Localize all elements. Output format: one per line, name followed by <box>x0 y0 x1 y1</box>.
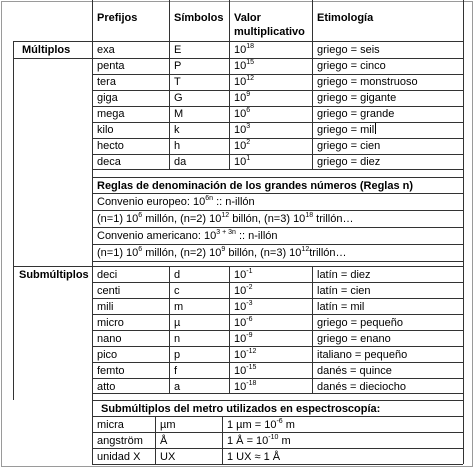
rule-col-1 <box>92 0 93 464</box>
convenio-americano-rule: :: n-illón <box>235 230 278 242</box>
prefijo-cell: hecto <box>97 140 124 152</box>
convenio-europeo-ejemplos <box>97 212 353 226</box>
valor-cell <box>234 91 250 105</box>
ejemplo-exp: 9 <box>221 246 226 253</box>
valor-base: 10 <box>234 333 247 345</box>
convenio-americano <box>97 229 278 243</box>
convenio-americano-ejemplos <box>97 246 347 260</box>
simbolo-cell: p <box>174 349 181 361</box>
valor-exponente: -1 <box>246 268 253 275</box>
valor-exponente: -9 <box>246 332 253 339</box>
ejemplo-text: trillón… <box>313 213 354 225</box>
valor-cell <box>234 300 252 314</box>
rule-reglas-2 <box>92 210 463 211</box>
valor-cell <box>234 332 252 346</box>
valor-cell <box>234 123 250 137</box>
etimologia-text: griego = grande <box>317 108 395 120</box>
rule-sub-top <box>13 266 463 267</box>
etimologia-text: griego = monstruoso <box>317 76 418 88</box>
rule-col-2-c <box>155 416 156 464</box>
valor-cell <box>234 284 252 298</box>
ejemplo-text: millón, (n=2) 10 <box>142 213 222 225</box>
etimologia-cell <box>317 155 380 169</box>
unidad-simbolo: Å <box>160 435 168 447</box>
rule-left-sub <box>13 266 14 400</box>
valor-exponente: 6 <box>246 107 251 114</box>
simbolo-cell: d <box>174 269 181 281</box>
ejemplo-exp: 6 <box>138 246 143 253</box>
valor-exponente: -6 <box>246 316 253 323</box>
reglas-title: Reglas de denominación de los grandes números (Reglas n) <box>97 180 414 192</box>
etimologia-text: griego = cinco <box>317 60 386 72</box>
simbolo-cell: P <box>174 60 182 72</box>
convenio-americano-exp: 3 + 3n <box>216 229 236 236</box>
valor-cell <box>234 75 254 89</box>
simbolo-cell: h <box>174 140 181 152</box>
etimologia-text: griego = diez <box>317 156 381 168</box>
valor-cell <box>234 364 256 378</box>
ejemplo-exp: 6 <box>138 212 143 219</box>
valor-base: 10 <box>234 92 247 104</box>
valor-cell <box>234 43 254 57</box>
prefijo-cell: nano <box>97 333 122 345</box>
prefijo-cell: tera <box>97 76 116 88</box>
rule-multiplos-4 <box>92 106 463 107</box>
valor-exponente: -2 <box>246 284 253 291</box>
valor-exponente: 9 <box>246 91 251 98</box>
etimologia-text: latín = mil <box>317 301 365 313</box>
ejemplo-exp: 12 <box>301 246 310 253</box>
equivalencia-exp: -10 <box>268 434 279 441</box>
prefijo-cell: deci <box>97 269 118 281</box>
valor-cell <box>234 380 256 394</box>
header-simbolos: Símbolos <box>174 12 224 24</box>
unidad-simbolo: UX <box>160 451 176 463</box>
rule-espec-2 <box>92 432 463 433</box>
rule-multiplos-8 <box>92 169 463 170</box>
rule-sub-4 <box>92 330 463 331</box>
valor-base: 10 <box>234 365 247 377</box>
valor-exponente: -15 <box>246 364 257 371</box>
unidad-equivalencia <box>227 450 280 464</box>
unidad-nombre: micra <box>97 419 124 431</box>
rule-below-header <box>13 41 463 42</box>
convenio-europeo <box>97 195 255 209</box>
unidad-nombre: angström <box>97 435 143 447</box>
convenio-europeo-text: Convenio europeo: 10 <box>97 196 206 208</box>
convenio-europeo-rule: :: n-illón <box>213 196 255 208</box>
valor-cell <box>234 316 252 330</box>
rule-espec-top <box>92 400 463 401</box>
prefijo-cell: mili <box>97 301 114 313</box>
valor-base: 10 <box>234 156 247 168</box>
rule-espec-1 <box>92 416 463 417</box>
prefijo-cell: kilo <box>97 124 114 136</box>
etimologia-cell <box>317 43 380 57</box>
valor-base: 10 <box>234 60 247 72</box>
valor-base: 10 <box>234 285 247 297</box>
simbolo-cell: µ <box>174 317 181 329</box>
valor-exponente: 3 <box>246 123 251 130</box>
simbolo-cell: m <box>174 301 184 313</box>
etimologia-cell <box>317 139 380 153</box>
etimologia-cell <box>317 364 392 378</box>
valor-exponente: 12 <box>246 75 255 82</box>
prefijo-cell: deca <box>97 156 121 168</box>
simbolo-cell: n <box>174 333 181 345</box>
prefijo-cell: micro <box>97 317 124 329</box>
equivalencia-unit: m <box>282 419 295 431</box>
valor-base: 10 <box>234 140 247 152</box>
rule-sub-3 <box>92 314 463 315</box>
ejemplo-text: millón, (n=2) 10 <box>142 247 222 259</box>
unidad-nombre: unidad X <box>97 451 141 463</box>
rule-right <box>463 0 464 464</box>
rule-col-3-b <box>229 266 230 393</box>
etimologia-cell <box>317 59 386 73</box>
rule-multiplos-5 <box>92 122 463 123</box>
rule-reglas-4 <box>92 244 463 245</box>
ejemplo-exp: 12 <box>221 212 230 219</box>
valor-base: 10 <box>234 317 247 329</box>
header-valor-line2: multiplicativo <box>234 26 305 38</box>
rule-col-3-c <box>222 416 223 464</box>
etimologia-text: griego = gigante <box>317 92 397 104</box>
rule-sub-6 <box>92 362 463 363</box>
prefijo-cell: giga <box>97 92 118 104</box>
equivalencia-text: 1 UX ≈ 1 Å <box>227 451 281 463</box>
multiplos-label: Múltiplos <box>22 44 71 56</box>
simbolo-cell: T <box>174 76 181 88</box>
etimologia-cell <box>317 284 371 298</box>
header-valor-line1: Valor <box>234 12 261 24</box>
simbolo-cell: c <box>174 285 180 297</box>
rule-sub-8 <box>92 393 463 394</box>
ejemplo-text: billón, (n=3) 10 <box>225 247 302 259</box>
simbolo-cell: E <box>174 44 182 56</box>
rule-sub-5 <box>92 346 463 347</box>
equivalencia-unit: m <box>278 435 291 447</box>
text-cursor <box>375 123 376 134</box>
etimologia-cell <box>317 380 406 394</box>
valor-exponente: 15 <box>246 59 255 66</box>
etimologia-text: griego = mil <box>317 124 375 136</box>
valor-base: 10 <box>234 76 247 88</box>
rule-col-4-b <box>312 266 313 393</box>
valor-cell <box>234 155 250 169</box>
valor-cell <box>234 59 254 73</box>
etimologia-text: griego = enano <box>317 333 391 345</box>
simbolo-cell: f <box>174 365 178 377</box>
unidad-simbolo: µm <box>160 419 176 431</box>
etimologia-text: italiano = pequeño <box>317 349 408 361</box>
rule-multiplos-7 <box>92 154 463 155</box>
etimologia-cell <box>317 107 394 121</box>
simbolo-cell: M <box>174 108 184 120</box>
rule-multiplos-3 <box>92 90 463 91</box>
equivalencia-exp: -6 <box>276 418 283 425</box>
prefijo-cell: mega <box>97 108 125 120</box>
etimologia-cell <box>317 316 403 330</box>
ejemplo-text: billón, (n=3) 10 <box>229 213 306 225</box>
rule-col-4-a <box>312 0 313 169</box>
valor-exponente: 18 <box>246 43 255 50</box>
valor-exponente: -12 <box>246 348 257 355</box>
valor-base: 10 <box>234 44 247 56</box>
prefijo-cell: femto <box>97 365 125 377</box>
etimologia-cell <box>317 332 391 346</box>
valor-cell <box>234 139 250 153</box>
rule-reglas-3 <box>92 227 463 228</box>
rule-reglas-5 <box>92 261 463 262</box>
simbolo-cell: a <box>174 381 181 393</box>
ejemplo-text: (n=1) 10 <box>97 213 139 225</box>
espectroscopia-title: Submúltiplos del metro utilizados en espectroscopía: <box>101 403 381 415</box>
valor-exponente: -18 <box>246 380 257 387</box>
rule-sub-2 <box>92 298 463 299</box>
valor-base: 10 <box>234 124 247 136</box>
valor-cell <box>234 348 256 362</box>
valor-base: 10 <box>234 269 247 281</box>
prefijo-cell: pico <box>97 349 118 361</box>
etimologia-cell <box>317 75 418 89</box>
valor-base: 10 <box>234 349 247 361</box>
valor-exponente: 2 <box>246 139 251 146</box>
prefijo-cell: atto <box>97 381 116 393</box>
etimologia-cell <box>317 123 376 137</box>
rule-left <box>13 41 14 266</box>
submultiplos-label: Submúltiplos <box>19 269 89 281</box>
etimologia-text: griego = pequeño <box>317 317 403 329</box>
equivalencia-text: 1 µm = 10 <box>227 419 277 431</box>
rule-espec-3 <box>92 448 463 449</box>
rule-col-3-a <box>229 0 230 169</box>
rule-espec-4 <box>92 464 463 465</box>
rule-col-2-b <box>169 266 170 393</box>
rule-reglas-top <box>92 177 463 178</box>
rule-sub-1 <box>92 282 463 283</box>
valor-cell <box>234 268 252 282</box>
etimologia-cell <box>317 268 371 282</box>
simbolo-cell: k <box>174 124 180 136</box>
etimologia-text: griego = seis <box>317 44 380 56</box>
prefijo-cell: centi <box>97 285 121 297</box>
valor-exponente: -3 <box>246 300 253 307</box>
etimologia-text: danés = quince <box>317 365 392 377</box>
etimologia-text: danés = dieciocho <box>317 381 406 393</box>
rule-col-2-a <box>169 0 170 169</box>
etimologia-cell <box>317 300 364 314</box>
convenio-americano-text: Convenio americano: 10 <box>97 230 217 242</box>
valor-base: 10 <box>234 301 247 313</box>
etimologia-text: latín = cien <box>317 285 371 297</box>
etimologia-text: latín = diez <box>317 269 371 281</box>
valor-cell <box>234 107 250 121</box>
etimologia-cell <box>317 91 396 105</box>
convenio-europeo-exp: 6n <box>205 195 214 202</box>
equivalencia-text: 1 Å = 10 <box>227 435 269 447</box>
ejemplo-text: trillón… <box>309 247 347 259</box>
rule-multiplos-6 <box>92 138 463 139</box>
simbolo-cell: da <box>174 156 187 168</box>
valor-base: 10 <box>234 381 247 393</box>
unidad-equivalencia <box>227 434 291 448</box>
header-etimologia: Etimología <box>317 12 374 24</box>
etimologia-cell <box>317 348 407 362</box>
prefijo-cell: exa <box>97 44 115 56</box>
rule-sub-7 <box>92 378 463 379</box>
ejemplo-exp: 18 <box>305 212 314 219</box>
valor-base: 10 <box>234 108 247 120</box>
valor-exponente: 1 <box>246 155 251 162</box>
unidad-equivalencia <box>227 418 295 432</box>
ejemplo-text: (n=1) 10 <box>97 247 139 259</box>
simbolo-cell: G <box>174 92 183 104</box>
etimologia-text: griego = cien <box>317 140 381 152</box>
rule-reglas-1 <box>92 193 463 194</box>
prefijo-cell: penta <box>97 60 125 72</box>
header-prefijos: Prefijos <box>97 12 138 24</box>
